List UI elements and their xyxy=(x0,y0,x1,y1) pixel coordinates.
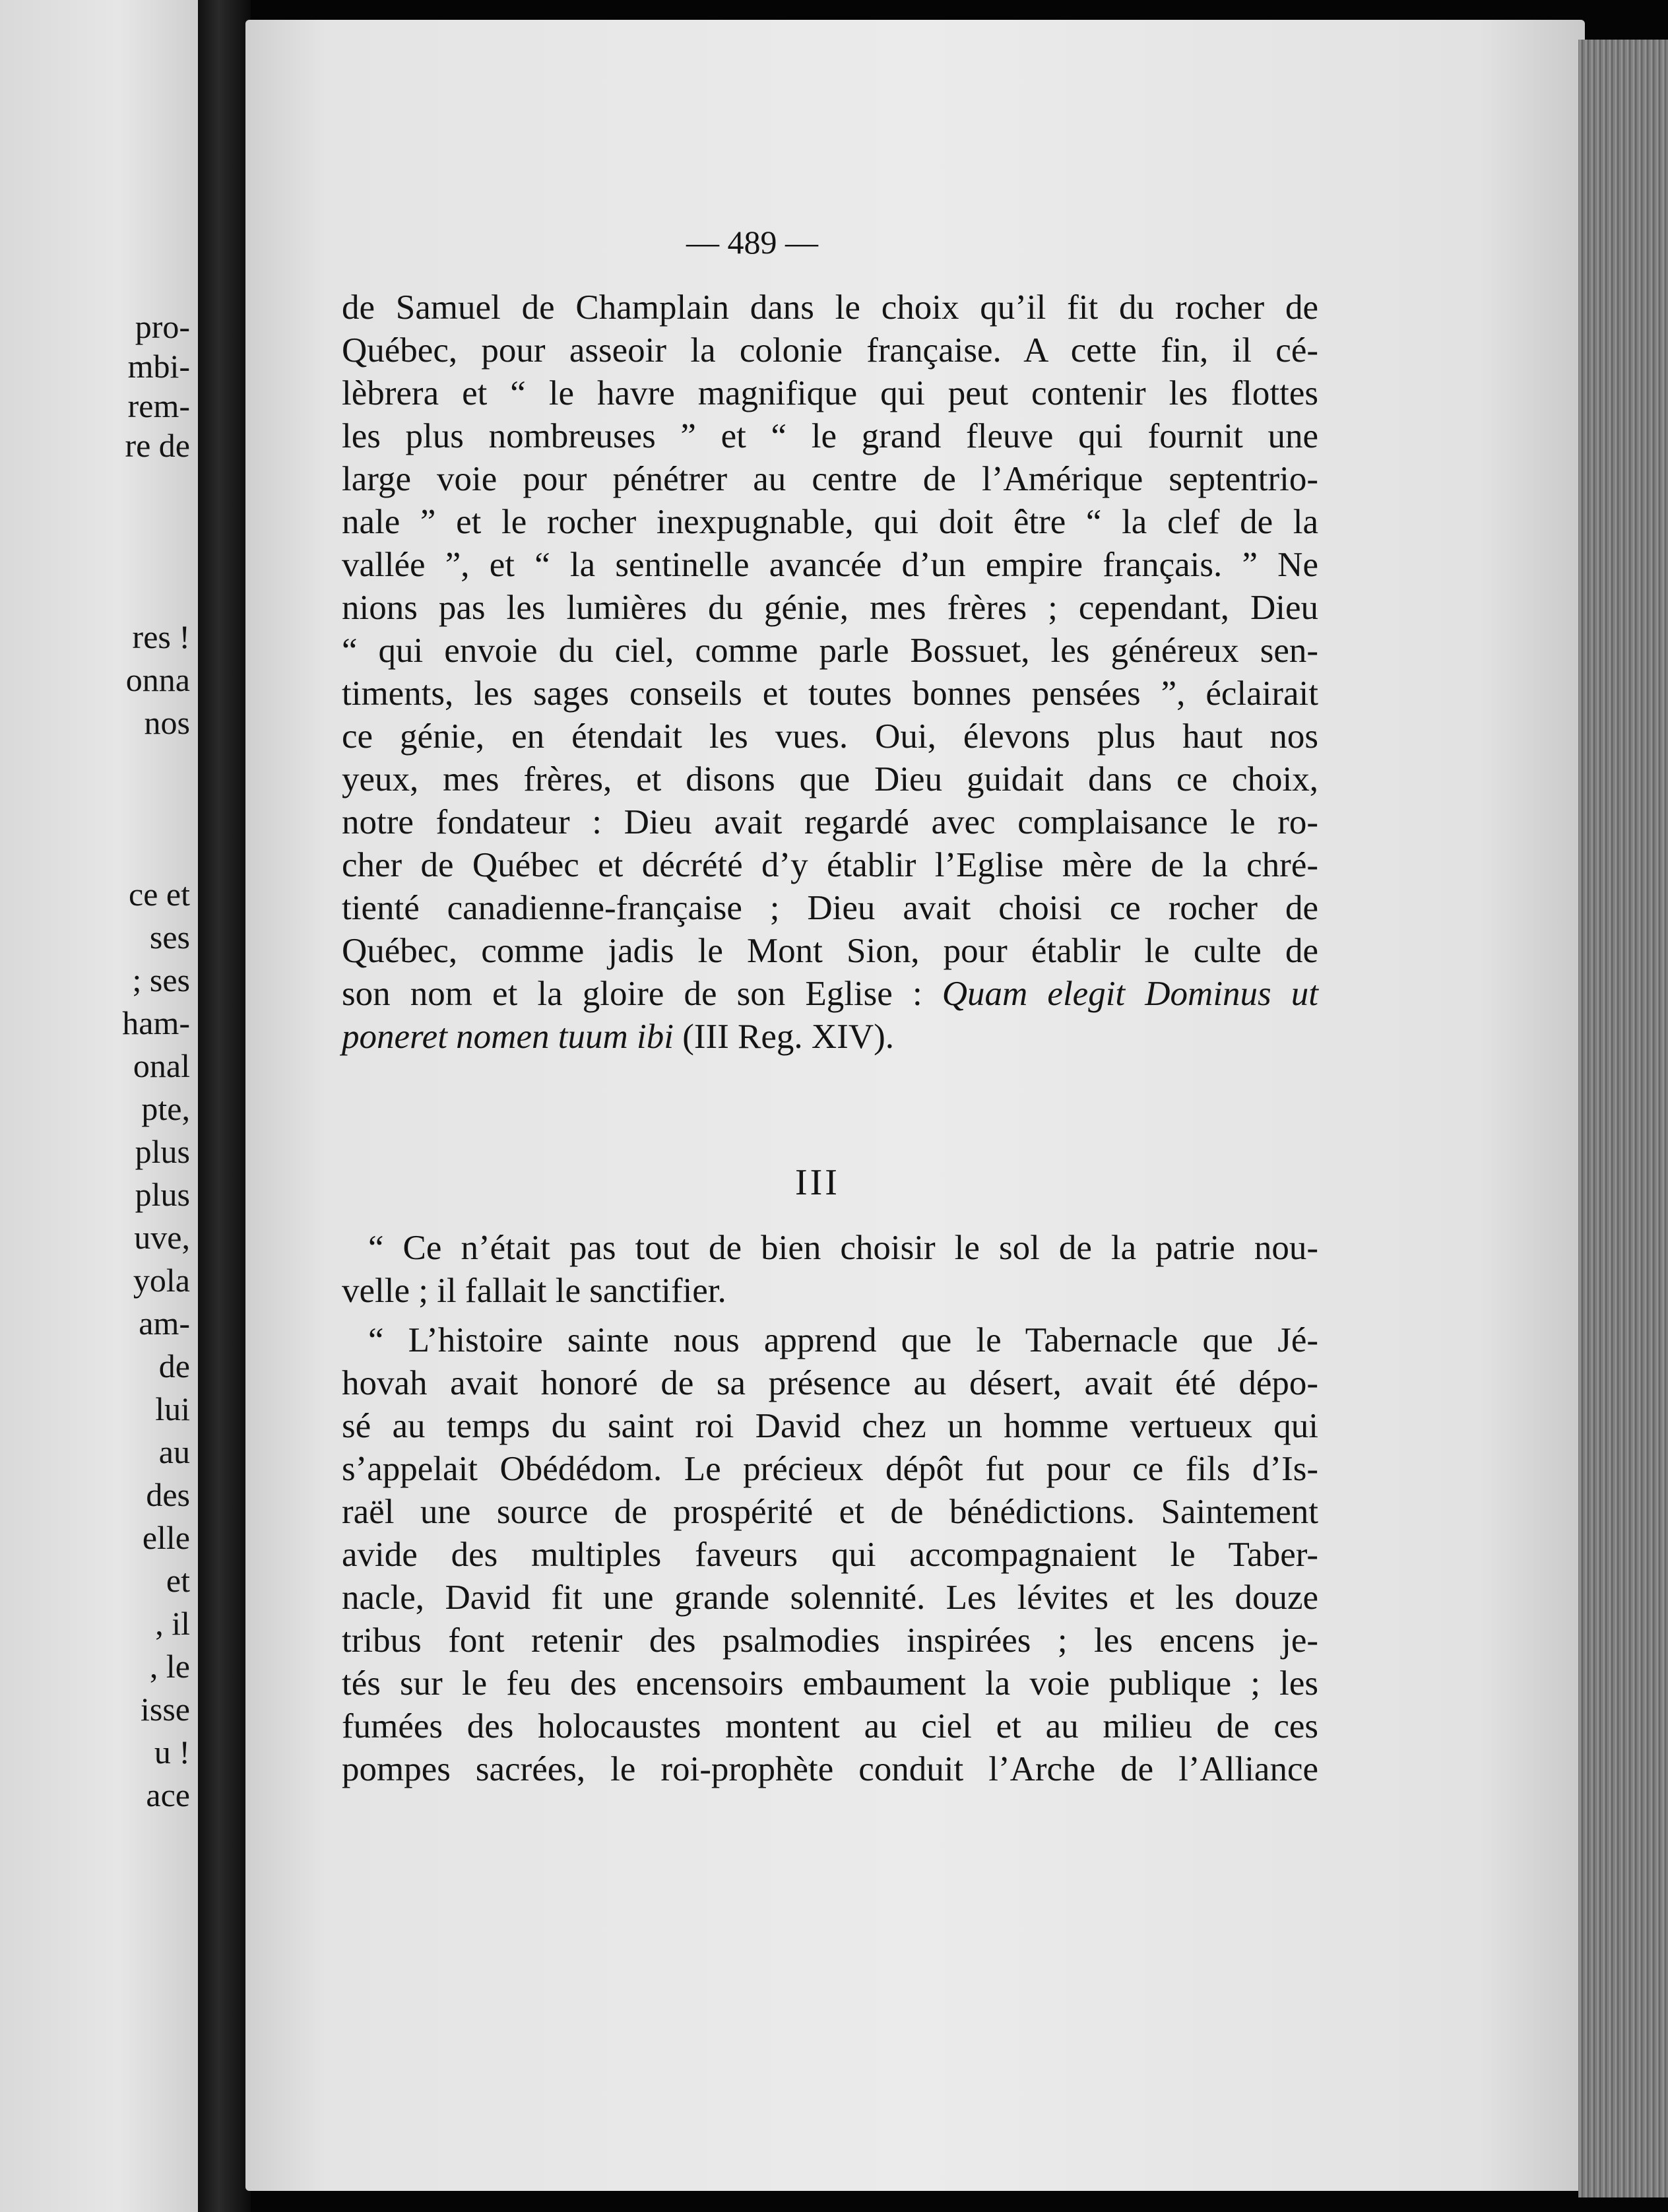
left-page-fragment: ham- xyxy=(122,1004,190,1041)
book-gutter xyxy=(198,0,251,2212)
left-page-fragment: re de xyxy=(125,427,190,464)
text-line: les plus nombreuses ” et “ le grand fleuve qui fournit une xyxy=(342,417,1318,455)
text-line: timents, les sages conseils et toutes bonnes pensées ”, éclairait xyxy=(342,674,1318,713)
text-line: velle ; il fallait le sanctifier. xyxy=(342,1272,726,1310)
left-page-fragment: ce et xyxy=(129,876,190,913)
text-line: tribus font retenir des psalmodies inspirées ; les encens je- xyxy=(342,1621,1318,1660)
text-line: avide des multiples faveurs qui accompagnaient le Taber- xyxy=(342,1536,1318,1574)
text-line: notre fondateur : Dieu avait regardé avec complaisance le ro- xyxy=(342,803,1318,841)
text-line: Québec, comme jadis le Mont Sion, pour établir le culte de xyxy=(342,932,1318,970)
left-page-fragment: mbi- xyxy=(127,348,190,385)
left-page-fragment: yola xyxy=(133,1262,190,1299)
text-line: sé au temps du saint roi David chez un homme vertueux qui xyxy=(342,1407,1318,1445)
left-page-fragment: am- xyxy=(139,1305,190,1342)
left-page-fragment: et xyxy=(166,1562,190,1599)
page-number: — 489 — xyxy=(686,224,818,261)
left-page-fragment: lui xyxy=(155,1390,190,1427)
text-line: nacle, David fit une grande solennité. Les lévites et les douze xyxy=(342,1578,1318,1617)
left-page-fragment: nos xyxy=(144,704,190,741)
page-edges xyxy=(1578,40,1668,2197)
left-page-fragment: res ! xyxy=(132,618,190,655)
left-page-fragment: isse xyxy=(141,1691,190,1728)
left-page-fragment: ; ses xyxy=(132,961,190,998)
text-line: poneret nomen tuum ibi (III Reg. XIV). xyxy=(342,1018,895,1056)
text-line: pompes sacrées, le roi-prophète conduit l’Arche de l’Alliance xyxy=(342,1750,1318,1788)
left-page-fragment: onal xyxy=(133,1047,190,1084)
left-page-fragment: de xyxy=(158,1348,190,1384)
left-page-fragment: des xyxy=(146,1476,190,1513)
text-line: “ Ce n’était pas tout de bien choisir le sol de la patrie nou- xyxy=(368,1229,1318,1267)
text-line: “ qui envoie du ciel, comme parle Bossuet, les généreux sen- xyxy=(342,632,1318,670)
text-line: yeux, mes frères, et disons que Dieu guidait dans ce choix, xyxy=(342,760,1318,798)
left-page-fragment: pro- xyxy=(135,308,190,345)
text-line: lèbrera et “ le havre magnifique qui peut contenir les flottes xyxy=(342,374,1318,412)
text-line: large voie pour pénétrer au centre de l’Amérique septentrio- xyxy=(342,460,1318,498)
left-page-fragment: plus xyxy=(135,1133,190,1170)
left-page-fragment: elle xyxy=(142,1519,190,1556)
text-line: de Samuel de Champlain dans le choix qu’il fit du rocher de xyxy=(342,288,1318,327)
text-line: hovah avait honoré de sa présence au désert, avait été dépo- xyxy=(342,1364,1318,1402)
text-line: cher de Québec et décrété d’y établir l’Eglise mère de la chré- xyxy=(342,846,1318,884)
text-line: Québec, pour asseoir la colonie française. A cette fin, il cé- xyxy=(342,331,1318,370)
text-line: vallée ”, et “ la sentinelle avancée d’un empire français. ” Ne xyxy=(342,546,1318,584)
text-line: tés sur le feu des encensoirs embaument la voie publique ; les xyxy=(342,1664,1318,1703)
text-line: fumées des holocaustes montent au ciel et au milieu de ces xyxy=(342,1707,1318,1745)
left-page xyxy=(0,0,198,2212)
left-page-fragment: rem- xyxy=(127,387,190,424)
section-heading: III xyxy=(795,1162,840,1203)
left-page-fragment: , il xyxy=(155,1605,190,1642)
left-page-fragment: ace xyxy=(146,1776,190,1813)
left-page-fragment: plus xyxy=(135,1176,190,1213)
left-page-fragment: uve, xyxy=(134,1219,190,1256)
text-line: tienté canadienne-française ; Dieu avait choisi ce rocher de xyxy=(342,889,1318,927)
left-page-fragment: au xyxy=(158,1433,190,1470)
text-line: nale ” et le rocher inexpugnable, qui doit être “ la clef de la xyxy=(342,503,1318,541)
text-line: raël une source de prospérité et de bénédictions. Saintement xyxy=(342,1493,1318,1531)
left-page-fragment: ses xyxy=(149,919,190,956)
text-line: ce génie, en étendait les vues. Oui, élevons plus haut nos xyxy=(342,717,1318,756)
text-line: nions pas les lumières du génie, mes frères ; cependant, Dieu xyxy=(342,589,1318,627)
left-page-fragment: onna xyxy=(125,661,190,698)
left-page-fragment: , le xyxy=(149,1648,190,1685)
text-line: “ L’histoire sainte nous apprend que le Tabernacle que Jé- xyxy=(368,1321,1318,1359)
text-line: s’appelait Obédédom. Le précieux dépôt fut pour ce fils d’Is- xyxy=(342,1450,1318,1488)
left-page-fragment: pte, xyxy=(141,1090,190,1127)
left-page-fragment: u ! xyxy=(154,1734,190,1771)
text-line: son nom et la gloire de son Eglise : Quam elegit Dominus ut xyxy=(342,975,1318,1013)
